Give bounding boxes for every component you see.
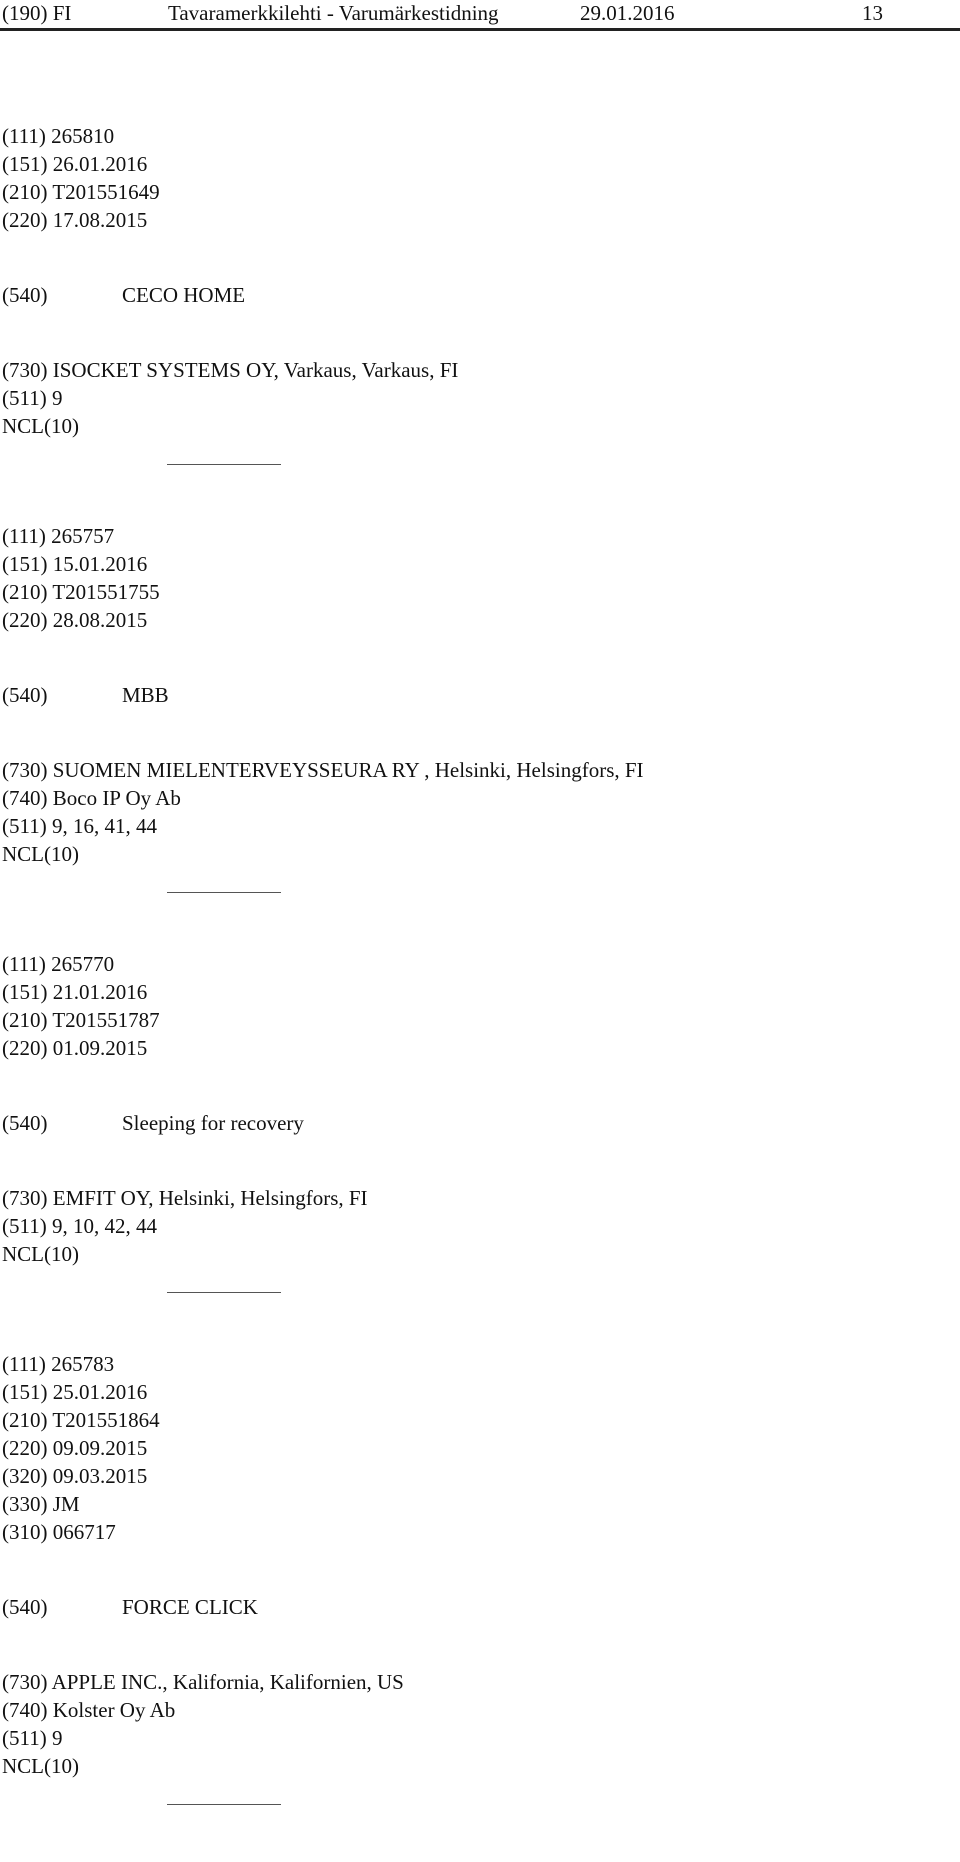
mark-row: [2, 681, 952, 709]
mark-row: [2, 1593, 952, 1621]
holder-line: (730) EMFIT OY, Helsinki, Helsingfors, FI: [2, 1186, 368, 1210]
spacer: [2, 634, 952, 681]
mark-code: (540): [2, 283, 48, 307]
mark-code: (540): [2, 683, 48, 707]
spacer: [2, 709, 952, 756]
ncl-line: NCL(10): [2, 1242, 79, 1266]
priority-line: (330) JM: [2, 1492, 80, 1516]
trademark-name: FORCE CLICK: [122, 1595, 258, 1619]
registration-number: (111) 265783: [2, 1352, 115, 1376]
filing-date: (220) 01.09.2015: [2, 1036, 148, 1060]
holder-line: (730) APPLE INC., Kalifornia, Kalifornien, US: [2, 1670, 404, 1694]
registration-number: (111) 265810: [2, 124, 115, 148]
mark-row: [2, 281, 952, 309]
trademark-name: Sleeping for recovery: [122, 1111, 304, 1135]
trademark-entry: [2, 950, 952, 1293]
registration-date: (151) 15.01.2016: [2, 552, 148, 576]
spacer: [2, 234, 952, 281]
ncl-line: NCL(10): [2, 842, 79, 866]
filing-date: (220) 28.08.2015: [2, 608, 148, 632]
application-number: (210) T201551864: [2, 1408, 160, 1432]
application-number: (210) T201551755: [2, 580, 160, 604]
trademark-name: CECO HOME: [122, 283, 246, 307]
priority-line: (320) 09.03.2015: [2, 1464, 148, 1488]
spacer: [2, 1137, 952, 1184]
filing-date: (220) 09.09.2015: [2, 1436, 148, 1460]
registration-date: (151) 21.01.2016: [2, 980, 148, 1004]
ncl-line: NCL(10): [2, 414, 79, 438]
holder-line: (730) SUOMEN MIELENTERVEYSSEURA RY , Helsinki, Helsingfors, FI: [2, 758, 644, 782]
ncl-line: NCL(10): [2, 1754, 79, 1778]
classes-line: (511) 9, 10, 42, 44: [2, 1214, 157, 1238]
spacer: [2, 1062, 952, 1109]
filing-date: (220) 17.08.2015: [2, 208, 148, 232]
trademark-name: MBB: [122, 683, 169, 707]
holder-line: (730) ISOCKET SYSTEMS OY, Varkaus, Varkaus, FI: [2, 358, 459, 382]
spacer: [2, 1621, 952, 1668]
entry-separator: [167, 1292, 281, 1293]
trademark-entry: [2, 522, 952, 893]
representative-line: (740) Boco IP Oy Ab: [2, 786, 181, 810]
header-date: 29.01.2016: [580, 1, 675, 25]
registration-number: (111) 265757: [2, 524, 115, 548]
header-publication-title: Tavaramerkkilehti - Varumärkestidning: [168, 1, 499, 25]
mark-code: (540): [2, 1111, 48, 1135]
entry-separator: [167, 1804, 281, 1805]
application-number: (210) T201551649: [2, 180, 160, 204]
trademark-entry: [2, 1350, 952, 1805]
registration-date: (151) 25.01.2016: [2, 1380, 148, 1404]
trademark-entries: [2, 122, 952, 1862]
trademark-entry: [2, 122, 952, 465]
mark-code: (540): [2, 1595, 48, 1619]
spacer: [2, 309, 952, 356]
priority-line: (310) 066717: [2, 1520, 116, 1544]
spacer: [2, 1546, 952, 1593]
classes-line: (511) 9: [2, 1726, 63, 1750]
mark-row: [2, 1109, 952, 1137]
classes-line: (511) 9, 16, 41, 44: [2, 814, 157, 838]
registration-number: (111) 265770: [2, 952, 115, 976]
application-number: (210) T201551787: [2, 1008, 160, 1032]
entry-separator: [167, 892, 281, 893]
header-country-code: (190) FI: [2, 1, 72, 25]
classes-line: (511) 9: [2, 386, 63, 410]
page-header: [0, 0, 960, 31]
entry-separator: [167, 464, 281, 465]
representative-line: (740) Kolster Oy Ab: [2, 1698, 176, 1722]
registration-date: (151) 26.01.2016: [2, 152, 148, 176]
header-page-number: 13: [862, 1, 883, 25]
